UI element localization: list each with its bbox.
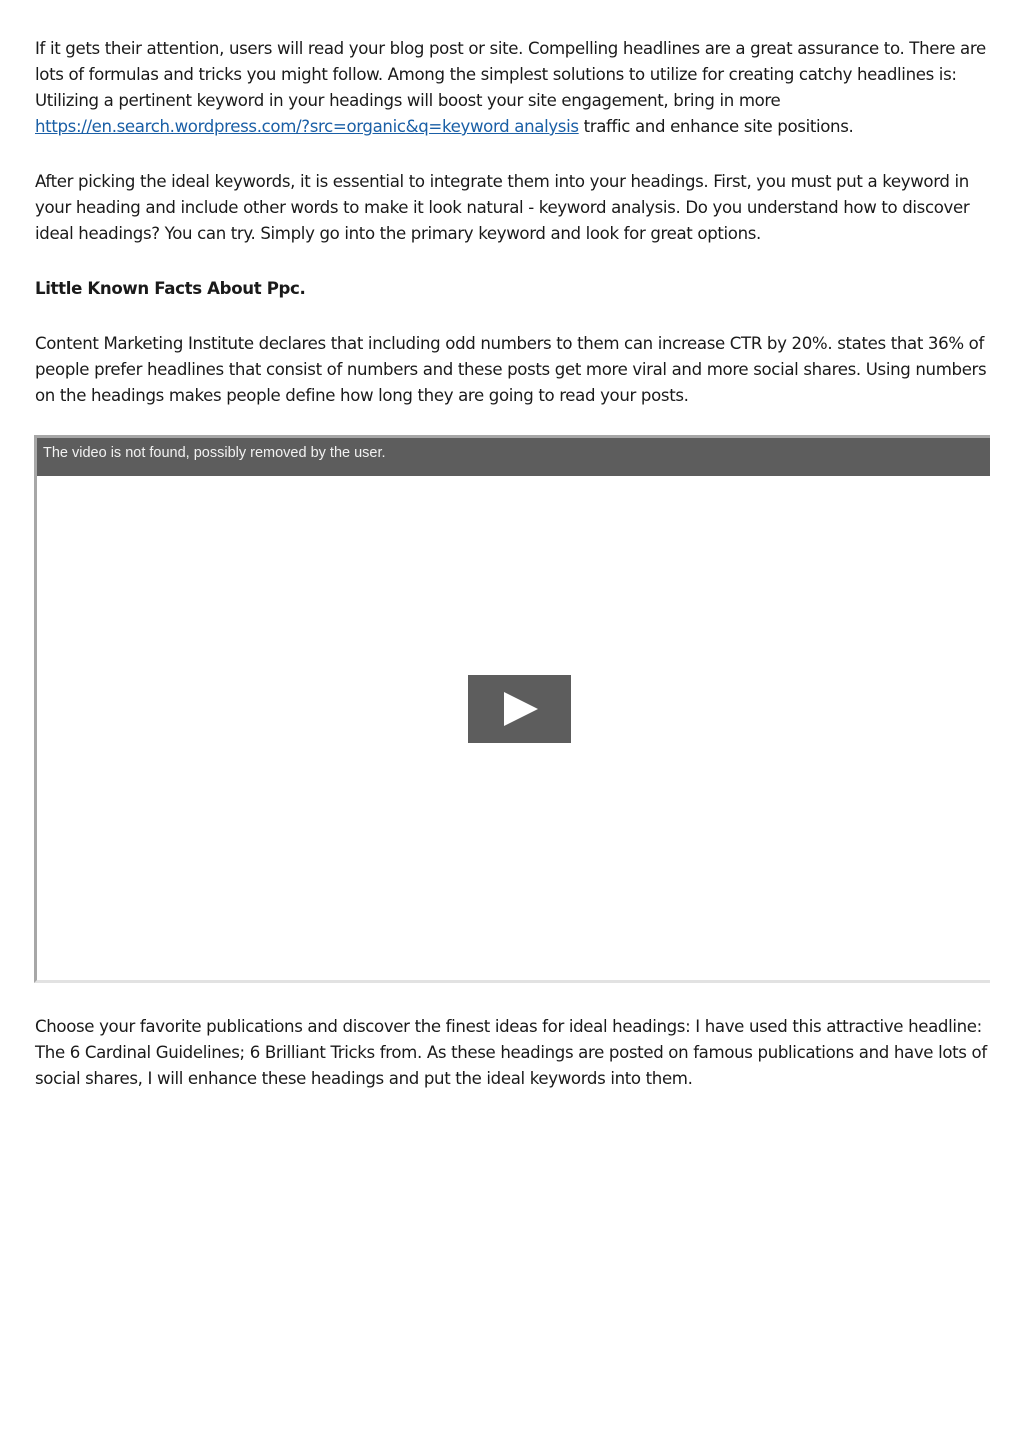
paragraph-publications: Choose your favorite publications and discover the finest ideas for ideal headings: I have used this attractive headline: The 6 Cardinal Guidelines; 6 Brilliant Tricks from. As these headings are posted on famous publications and have lots of social shares, I will enhance these headings and put the ideal keywords into them. bbox=[35, 1017, 987, 1088]
play-icon bbox=[468, 675, 571, 743]
article-body bbox=[35, 36, 991, 409]
paragraph-intro bbox=[35, 36, 991, 140]
video-error-bar bbox=[37, 438, 990, 476]
play-button[interactable] bbox=[468, 675, 571, 743]
paragraph-intro-text: If it gets their attention, users will read your blog post or site. Compelling headlines are a great assurance to. There are lots of formulas and tricks you might follow. Among the simplest solutions to utilize for creating catchy headlines is: Utilizing a pertinent keyword in your headings will boost your site engagement, bring in more bbox=[35, 39, 986, 110]
section-heading: Little Known Facts About Ppc. bbox=[35, 279, 306, 298]
paragraph-keywords: After picking the ideal keywords, it is essential to integrate them into your headings. First, you must put a keyword in your heading and include other words to make it look natural - keyword analysis. Do you understand how to discover ideal headings? You can try. Simply go into the primary keyword and look for great options. bbox=[35, 172, 970, 243]
video-error-message: The video is not found, possibly removed by the user. bbox=[43, 445, 386, 461]
paragraph-intro-tail: traffic and enhance site positions. bbox=[578, 117, 854, 136]
keyword-analysis-link[interactable]: https://en.search.wordpress.com/?src=organic&q=keyword analysis bbox=[35, 117, 579, 136]
video-embed[interactable] bbox=[34, 435, 990, 983]
paragraph-numbers: Content Marketing Institute declares that including odd numbers to them can increase CTR by 20%. states that 36% of people prefer headlines that consist of numbers and these posts get more viral and more social shares. Using numbers on the headings makes people define how long they are going to read your posts. bbox=[35, 334, 987, 405]
closing-section bbox=[35, 1014, 991, 1092]
